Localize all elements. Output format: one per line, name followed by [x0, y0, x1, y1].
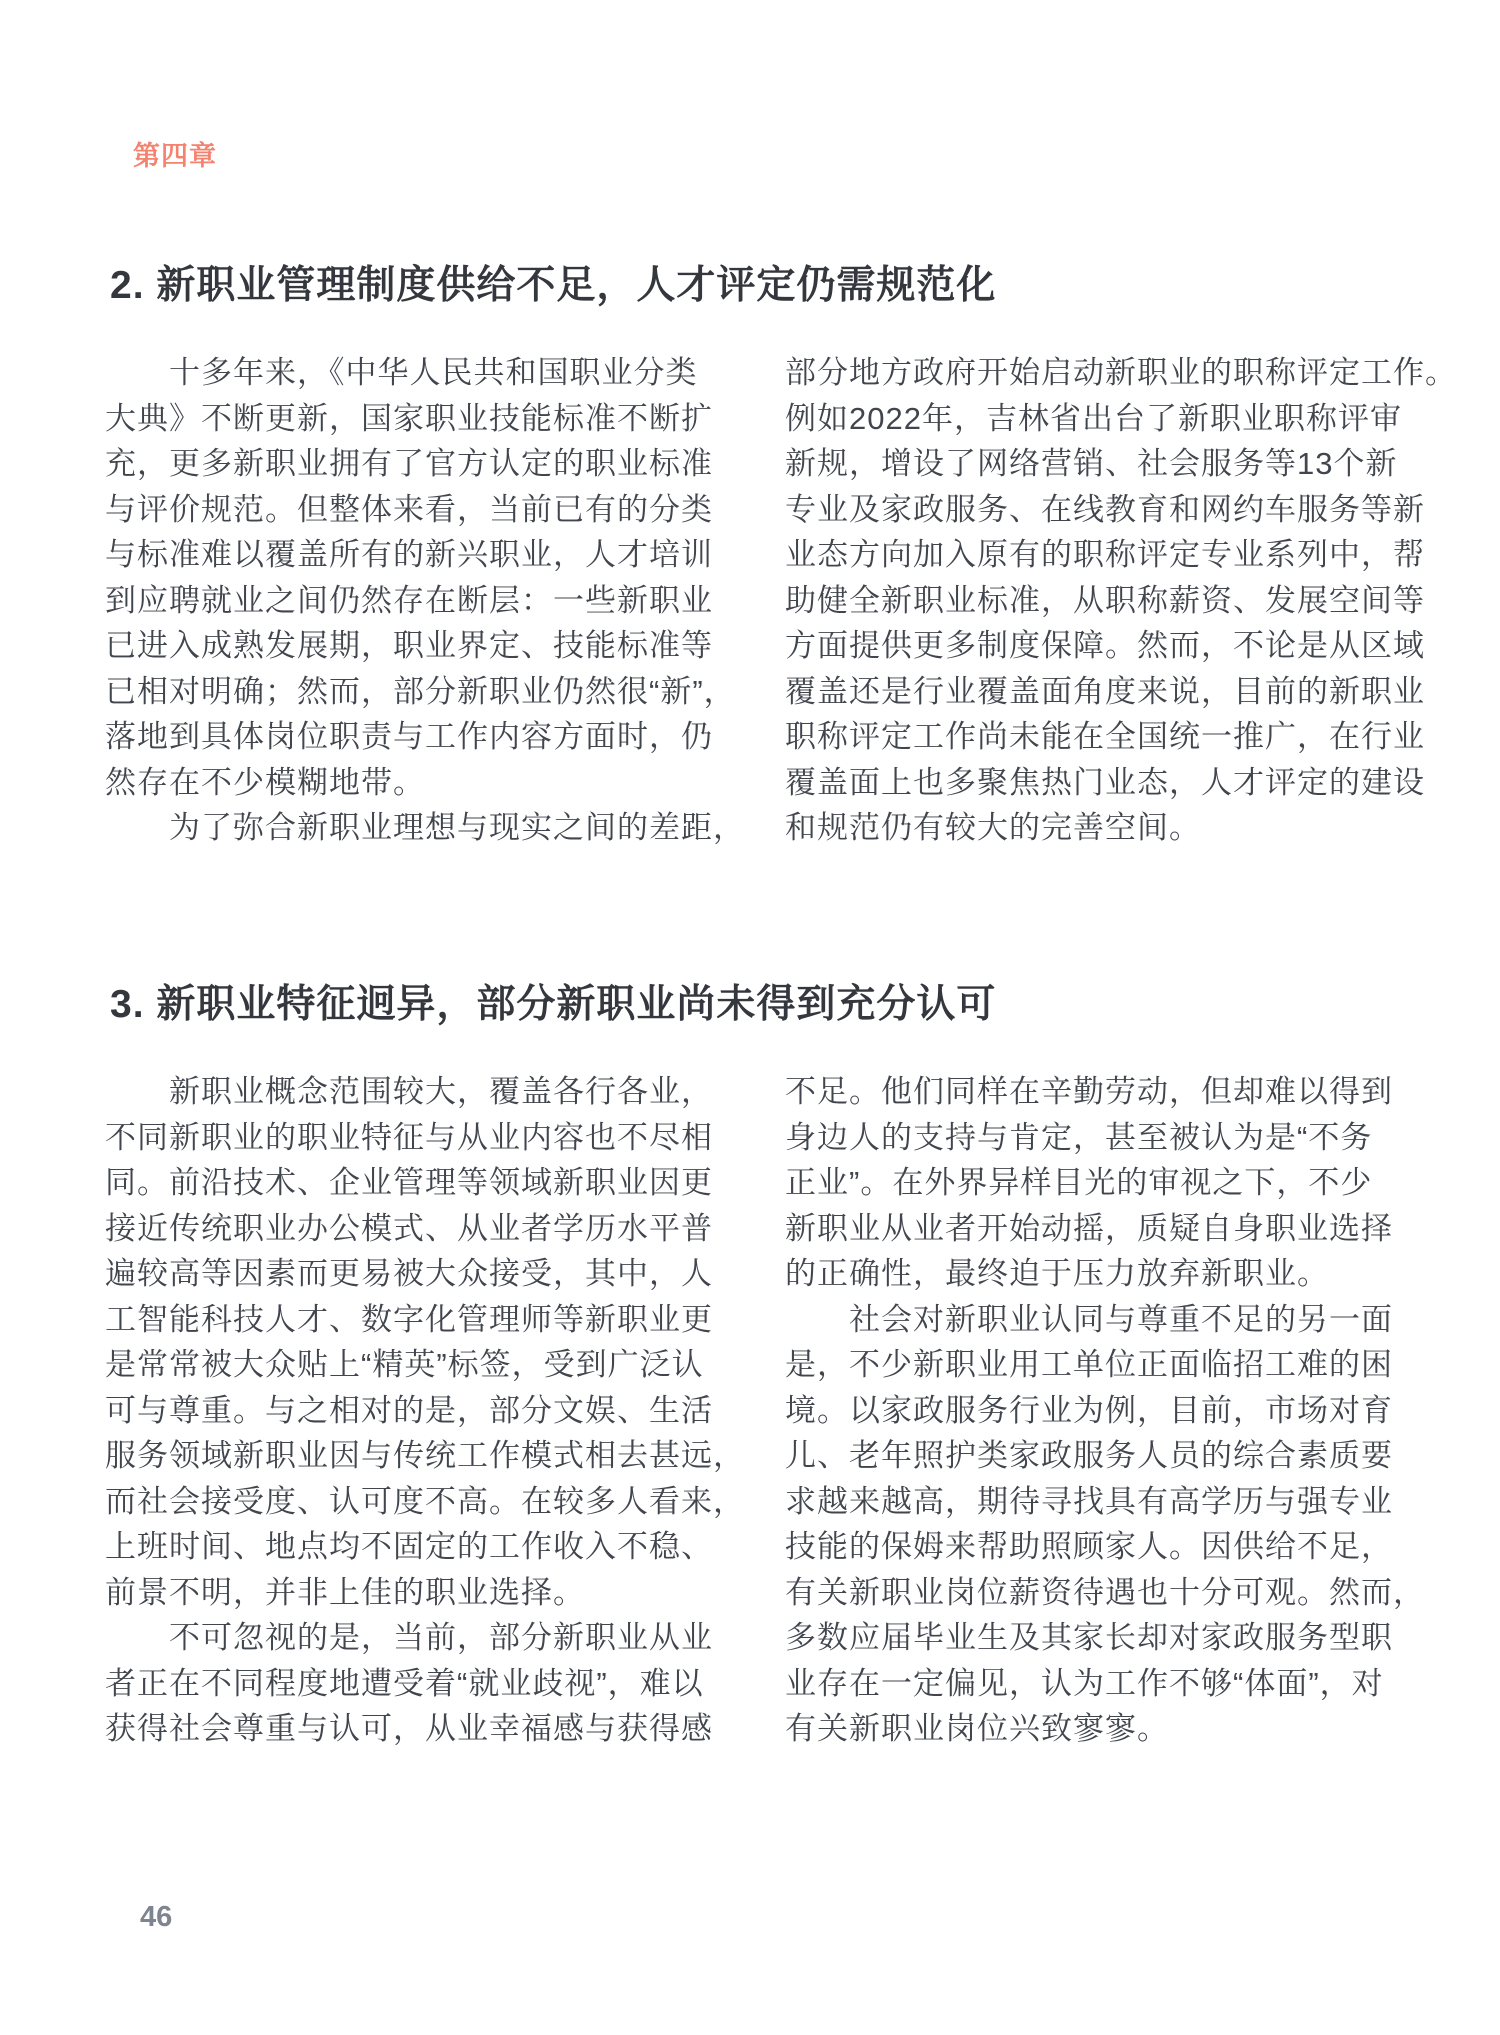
text-line: 身边人的支持与肯定，甚至被认为是“不务	[785, 1119, 1373, 1155]
text-line: 与评价规范。但整体来看，当前已有的分类	[105, 491, 713, 527]
text-line: 大典》不断更新，国家职业技能标准不断扩	[105, 400, 713, 436]
text-line: 已进入成熟发展期，职业界定、技能标准等	[105, 628, 713, 663]
section-3-heading: 3. 新职业特征迥异，部分新职业尚未得到充分认可	[110, 983, 997, 1026]
text-line: 新职业从业者开始动摇，质疑自身职业选择	[785, 1210, 1393, 1246]
text-line: 专业及家政服务、在线教育和网约车服务等新	[785, 491, 1425, 527]
text-line: 方面提供更多制度保障。然而，不论是从区域	[785, 628, 1425, 663]
text-line: 儿、老年照护类家政服务人员的综合素质要	[785, 1438, 1393, 1473]
text-line: 然存在不少模糊地带。	[105, 764, 425, 800]
section-3-right-column	[785, 1069, 1445, 1752]
text-line: 获得社会尊重与认可，从业幸福感与获得感	[105, 1711, 713, 1746]
text-line: 业态方向加入原有的职称评定专业系列中，帮	[785, 537, 1425, 572]
page-number: 46	[140, 1901, 173, 1933]
section-2-heading: 2. 新职业管理制度供给不足，人才评定仍需规范化	[110, 264, 997, 307]
text-line: 不足。他们同样在辛勤劳动，但却难以得到	[785, 1074, 1393, 1109]
text-line: 而社会接受度、认可度不高。在较多人看来，	[105, 1483, 745, 1519]
text-line: 同。前沿技术、企业管理等领域新职业因更	[105, 1165, 713, 1200]
section-2-left-column	[105, 350, 765, 851]
text-line: 有关新职业岗位兴致寥寥。	[785, 1711, 1169, 1746]
text-line: 助健全新职业标准，从职称薪资、发展空间等	[785, 582, 1425, 618]
text-line: 者正在不同程度地遭受着“就业歧视”，难以	[105, 1665, 704, 1701]
section-2-right-column	[785, 350, 1457, 851]
text-line: 覆盖还是行业覆盖面角度来说，目前的新职业	[785, 673, 1425, 709]
text-line: 是常常被大众贴上“精英”标签，受到广泛认	[105, 1347, 704, 1382]
text-line: 工智能科技人才、数字化管理师等新职业更	[105, 1301, 713, 1337]
text-line: 充，更多新职业拥有了官方认定的职业标准	[105, 446, 713, 481]
text-line: 十多年来，《中华人民共和国职业分类	[105, 355, 698, 390]
text-line: 新职业概念范围较大，覆盖各行各业，	[105, 1074, 713, 1109]
text-line: 到应聘就业之间仍然存在断层：一些新职业	[105, 582, 713, 618]
text-line: 是，不少新职业用工单位正面临招工难的困	[785, 1347, 1393, 1382]
text-line: 社会对新职业认同与尊重不足的另一面	[785, 1301, 1393, 1337]
text-line: 前景不明，并非上佳的职业选择。	[105, 1574, 585, 1610]
text-line: 不可忽视的是，当前，部分新职业从业	[105, 1620, 713, 1655]
text-line: 的正确性，最终迫于压力放弃新职业。	[785, 1256, 1329, 1291]
text-line: 与标准难以覆盖所有的新兴职业，人才培训	[105, 537, 713, 572]
chapter-label: 第四章	[133, 141, 217, 171]
text-line: 覆盖面上也多聚焦热门业态，人才评定的建设	[785, 764, 1425, 800]
text-line: 遍较高等因素而更易被大众接受，其中，人	[105, 1256, 713, 1291]
text-line: 新规，增设了网络营销、社会服务等13个新	[785, 446, 1398, 481]
text-line: 境。以家政服务行业为例，目前，市场对育	[785, 1392, 1393, 1428]
text-line: 不同新职业的职业特征与从业内容也不尽相	[105, 1119, 713, 1155]
text-line: 多数应届毕业生及其家长却对家政服务型职	[785, 1620, 1393, 1655]
text-line: 为了弥合新职业理想与现实之间的差距，	[105, 810, 745, 845]
text-line: 部分地方政府开始启动新职业的职称评定工作。	[785, 355, 1457, 390]
text-line: 和规范仍有较大的完善空间。	[785, 810, 1201, 845]
text-line: 业存在一定偏见，认为工作不够“体面”，对	[785, 1665, 1384, 1701]
text-line: 职称评定工作尚未能在全国统一推广，在行业	[785, 719, 1425, 754]
section-3-left-column	[105, 1069, 765, 1752]
text-line: 可与尊重。与之相对的是，部分文娱、生活	[105, 1392, 713, 1428]
text-line: 求越来越高，期待寻找具有高学历与强专业	[785, 1483, 1393, 1519]
text-line: 正业”。在外界异样目光的审视之下，不少	[785, 1165, 1373, 1200]
text-line: 接近传统职业办公模式、从业者学历水平普	[105, 1210, 713, 1246]
text-line: 有关新职业岗位薪资待遇也十分可观。然而，	[785, 1574, 1425, 1610]
text-line: 落地到具体岗位职责与工作内容方面时，仍	[105, 719, 713, 754]
text-line: 服务领域新职业因与传统工作模式相去甚远，	[105, 1438, 745, 1473]
text-line: 技能的保姆来帮助照顾家人。因供给不足，	[785, 1529, 1393, 1564]
text-line: 已相对明确；然而，部分新职业仍然很“新”，	[105, 673, 736, 709]
text-line: 例如2022年，吉林省出台了新职业职称评审	[785, 400, 1402, 436]
text-line: 上班时间、地点均不固定的工作收入不稳、	[105, 1529, 713, 1564]
